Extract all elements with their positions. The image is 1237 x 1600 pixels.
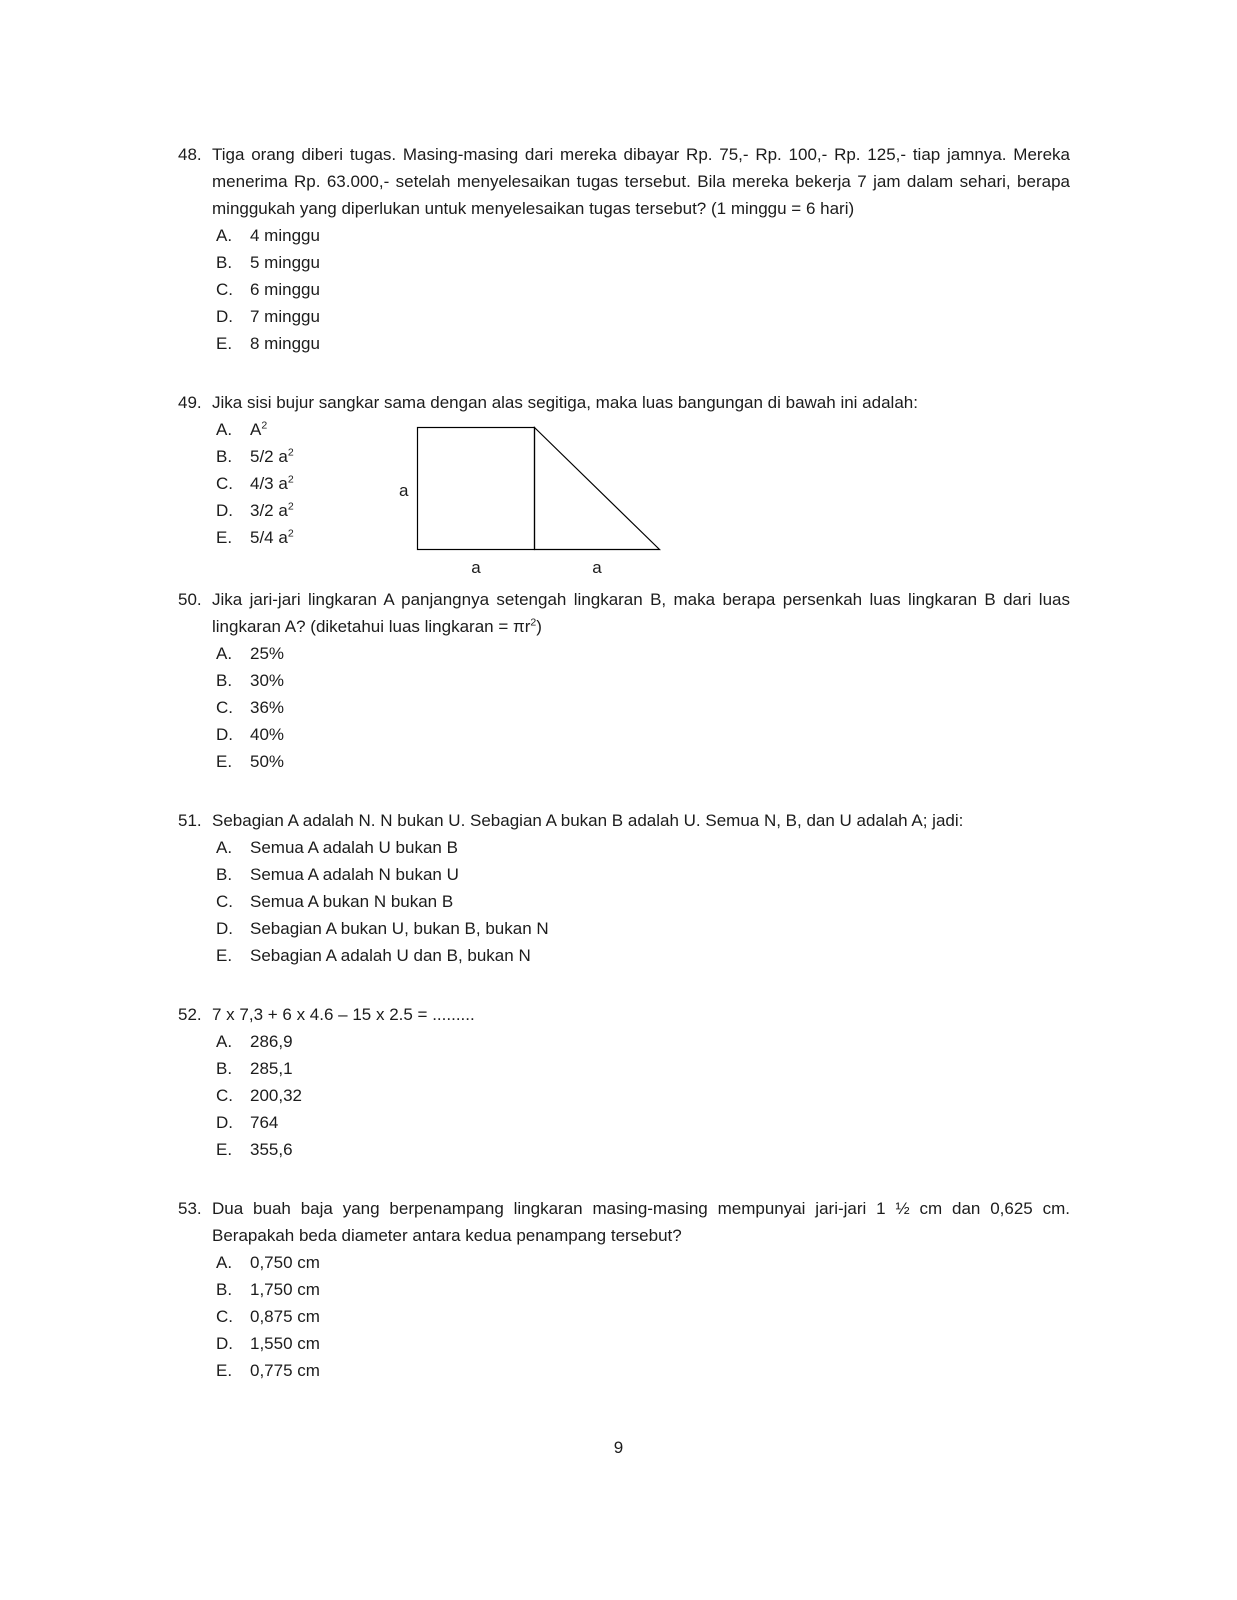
option-text: $A^2$ (250, 419, 268, 439)
option-letter: C. (216, 1307, 233, 1326)
question-head (178, 389, 1070, 416)
option-text: Semua A bukan N bukan B (250, 892, 454, 911)
option-text: 5/4 $a^2$ (250, 527, 294, 547)
answer-option (216, 470, 397, 497)
option-text: 0,875 cm (250, 1307, 320, 1326)
option-letter: C. (216, 474, 233, 493)
answer-option (216, 1357, 320, 1384)
answer-option (216, 942, 549, 969)
triangle-shape (535, 428, 660, 550)
options (216, 1249, 320, 1384)
options (216, 222, 320, 357)
question-head (178, 141, 1070, 222)
option-text: 40% (250, 725, 285, 744)
option-text: 5/2 $a^2$ (250, 446, 294, 466)
option-letter: B. (216, 447, 233, 466)
answer-option (216, 888, 549, 915)
question-head (178, 807, 1070, 834)
answer-option (216, 330, 320, 357)
answer-option (216, 1330, 320, 1357)
option-text: 355,6 (250, 1140, 293, 1159)
option-text: 1,550 cm (250, 1334, 320, 1353)
page-number: 9 (613, 1438, 624, 1457)
question-text: Jika jari-jari lingkaran A panjangnya setengah lingkaran B, maka berapa persenkah luas lingkaran B dari luas lingkaran A? (diketahui luas lingkaran = $\pi r^2$) (212, 590, 1070, 636)
option-text: Semua A adalah U bukan B (250, 838, 458, 857)
option-text: Semua A adalah N bukan U (250, 865, 459, 884)
question-head (178, 1001, 1070, 1028)
question-row (178, 222, 1070, 357)
option-letter: E. (216, 1361, 233, 1380)
option-letter: B. (216, 1059, 233, 1078)
question (178, 807, 1070, 969)
option-letter: A. (216, 1253, 233, 1272)
answer-option (216, 1082, 302, 1109)
answer-option (216, 1055, 302, 1082)
question-number: 53. (178, 1199, 202, 1218)
figure-label-square-base: a (471, 558, 481, 577)
option-text: 4/3 $a^2$ (250, 473, 294, 493)
option-letter: A. (216, 1032, 233, 1051)
option-text: 286,9 (250, 1032, 293, 1051)
question-head (178, 1195, 1070, 1249)
question-row (178, 416, 1070, 578)
answer-option (216, 694, 284, 721)
option-text: 3/2 $a^2$ (250, 500, 294, 520)
answer-option (216, 721, 284, 748)
option-text: 0,750 cm (250, 1253, 320, 1272)
option-letter: B. (216, 671, 233, 690)
square-shape (418, 428, 535, 550)
option-letter: C. (216, 892, 233, 911)
option-letter: D. (216, 1334, 233, 1353)
question-number: 49. (178, 393, 202, 412)
answer-option (216, 276, 320, 303)
question-number: 50. (178, 590, 202, 609)
option-letter: D. (216, 501, 233, 520)
option-text: 1,750 cm (250, 1280, 320, 1299)
answer-option (216, 416, 397, 443)
option-letter: C. (216, 698, 233, 717)
page-content (178, 141, 1070, 1416)
question (178, 389, 1070, 578)
option-letter: D. (216, 1113, 233, 1132)
option-letter: E. (216, 752, 233, 771)
option-letter: A. (216, 226, 233, 245)
option-text: 50% (250, 752, 285, 771)
option-letter: C. (216, 1086, 233, 1105)
answer-option (216, 249, 320, 276)
option-text: 764 (250, 1113, 279, 1132)
question-list (178, 141, 1070, 1384)
question (178, 1195, 1070, 1384)
option-letter: D. (216, 725, 233, 744)
option-letter: B. (216, 1280, 233, 1299)
options (216, 834, 549, 969)
answer-option (216, 1249, 320, 1276)
answer-option (216, 667, 284, 694)
figure-label-left: a (399, 481, 409, 500)
question (178, 141, 1070, 357)
option-text: 285,1 (250, 1059, 293, 1078)
option-text: 0,775 cm (250, 1361, 320, 1380)
option-letter: A. (216, 838, 233, 857)
answer-option (216, 1028, 302, 1055)
question-row (178, 1249, 1070, 1384)
answer-option (216, 748, 284, 775)
answer-option (216, 1136, 302, 1163)
answer-option (216, 640, 284, 667)
option-text: 7 minggu (250, 307, 320, 326)
answer-option (216, 524, 397, 551)
answer-option (216, 303, 320, 330)
option-letter: D. (216, 919, 233, 938)
answer-option (216, 915, 549, 942)
option-letter: E. (216, 334, 233, 353)
option-letter: E. (216, 946, 233, 965)
options (216, 416, 397, 551)
question-text: Dua buah baja yang berpenampang lingkaran masing-masing mempunyai jari-jari 1 ½ cm dan 0,625 cm. Berapakah beda diameter antara kedua penampang tersebut? (212, 1199, 1070, 1245)
question (178, 586, 1070, 775)
option-letter: A. (216, 420, 233, 439)
question-row (178, 834, 1070, 969)
option-text: 4 minggu (250, 226, 320, 245)
option-text: 25% (250, 644, 285, 663)
option-text: 5 minggu (250, 253, 320, 272)
answer-option (216, 1109, 302, 1136)
answer-option (216, 443, 397, 470)
option-text: 36% (250, 698, 285, 717)
option-letter: A. (216, 644, 233, 663)
figure-label-triangle-base: a (592, 558, 602, 577)
option-text: 8 minggu (250, 334, 320, 353)
option-letter: B. (216, 253, 233, 272)
option-letter: D. (216, 307, 233, 326)
question-text: Jika sisi bujur sangkar sama dengan alas segitiga, maka luas bangungan di bawah ini adalah: (212, 393, 918, 412)
option-text: 200,32 (250, 1086, 302, 1105)
answer-option (216, 1276, 320, 1303)
options (216, 640, 284, 775)
question-row (178, 640, 1070, 775)
answer-option (216, 222, 320, 249)
question-row (178, 1028, 1070, 1163)
answer-option (216, 861, 549, 888)
answer-option (216, 497, 397, 524)
question (178, 1001, 1070, 1163)
question-number: 48. (178, 145, 202, 164)
answer-option (216, 1303, 320, 1330)
option-text: Sebagian A adalah U dan B, bukan N (250, 946, 531, 965)
answer-option (216, 834, 549, 861)
question-text: Tiga orang diberi tugas. Masing-masing dari mereka dibayar Rp. 75,- Rp. 100,- Rp. 125,- tiap jamnya. Mereka menerima Rp. 63.000,- setelah menyelesaikan tugas tersebut. Bila mereka bekerja 7 jam dalam sehari, berapa minggukah yang diperlukan untuk menyelesaikan tugas tersebut? (1 minggu = 6 hari) (212, 145, 1070, 218)
option-text: 6 minggu (250, 280, 320, 299)
square-triangle-figure (397, 426, 667, 578)
question-number: 51. (178, 811, 202, 830)
question-text: 7 x 7,3 + 6 x 4.6 – 15 x 2.5 = ......... (212, 1005, 475, 1024)
option-text: 30% (250, 671, 285, 690)
option-letter: B. (216, 865, 233, 884)
question-text: Sebagian A adalah N. N bukan U. Sebagian A bukan B adalah U. Semua N, B, dan U adalah A; jadi: (212, 811, 964, 830)
geometry-figure (397, 426, 667, 578)
question-head (178, 586, 1070, 640)
option-text: Sebagian A bukan U, bukan B, bukan N (250, 919, 549, 938)
question-number: 52. (178, 1005, 202, 1024)
option-letter: E. (216, 1140, 233, 1159)
option-letter: C. (216, 280, 233, 299)
options (216, 1028, 302, 1163)
option-letter: E. (216, 528, 233, 547)
